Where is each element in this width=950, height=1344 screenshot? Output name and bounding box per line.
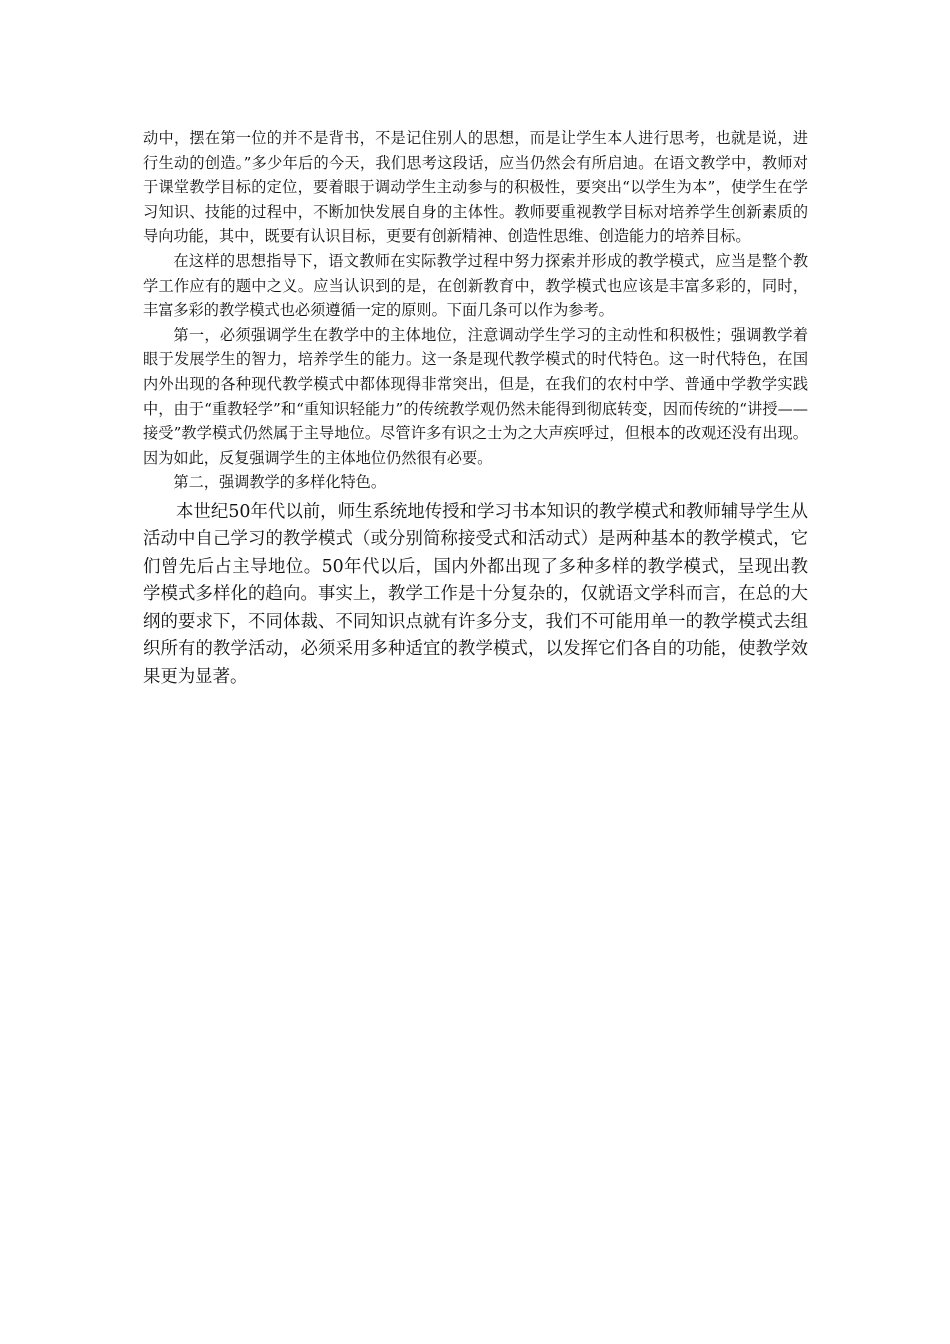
paragraph-continuation: 动中，摆在第一位的并不是背书，不是记住别人的思想，而是让学生本人进行思考，也就是说，进行生动的创造。”多少年后的今天，我们思考这段话，应当仍然会有所启迪。在语文教学中，教师对于课堂教学目标的定位，要着眼于调动学生主动参与的积极性，要突出“以学生为本”，使学生在学习知识、技能的过程中，不断加快发展自身的主体性。教师要重视教学目标对培养学生创新素质的导向功能，其中，既要有认识目标，更要有创新精神、创造性思维、创造能力的培养目标。 <box>143 129 808 246</box>
paragraph-point-one: 第一，必须强调学生在教学中的主体地位，注意调动学生学习的主动性和积极性；强调教学着眼于发展学生的智力，培养学生的能力。这一条是现代教学模式的时代特色。这一时代特色，在国内外出现的各种现代教学模式中都体现得非常突出，但是，在我们的农村中学、普通中学教学实践中，由于“重教轻学”和“重知识轻能力”的传统教学观仍然未能得到彻底转变，因而传统的“讲授——接受”教学模式仍然属于主导地位。尽管许多有识之士为之大声疾呼过，但根本的改观还没有出现。因为如此，反复强调学生的主体地位仍然很有必要。 <box>143 325 808 467</box>
paragraph-point-two-heading: 第二，强调教学的多样化特色。 <box>173 473 387 492</box>
document-body <box>143 126 808 691</box>
paragraph-guidance: 在这样的思想指导下，语文教师在实际教学过程中努力探索并形成的教学模式，应当是整个教学工作应有的题中之义。应当认识到的是，在创新教育中，教学模式也应该是丰富多彩的，同时，丰富多彩的教学模式也必须遵循一定的原则。下面几条可以作为参考。 <box>143 251 808 320</box>
paragraph-diversity: 本世纪50年代以前，师生系统地传授和学习书本知识的教学模式和教师辅导学生从活动中自己学习的教学模式（或分别简称接受式和活动式）是两种基本的教学模式，它们曾先后占主导地位。50年代以后，国内外都出现了多种多样的教学模式，呈现出教学模式多样化的趋向。事实上，教学工作是十分复杂的，仅就语文学科而言，在总的大纲的要求下，不同体裁、不同知识点就有许多分支，我们不可能用单一的教学模式去组织所有的教学活动，必须采用多种适宜的教学模式，以发挥它们各自的功能，使教学效果更为显著。 <box>143 501 808 687</box>
